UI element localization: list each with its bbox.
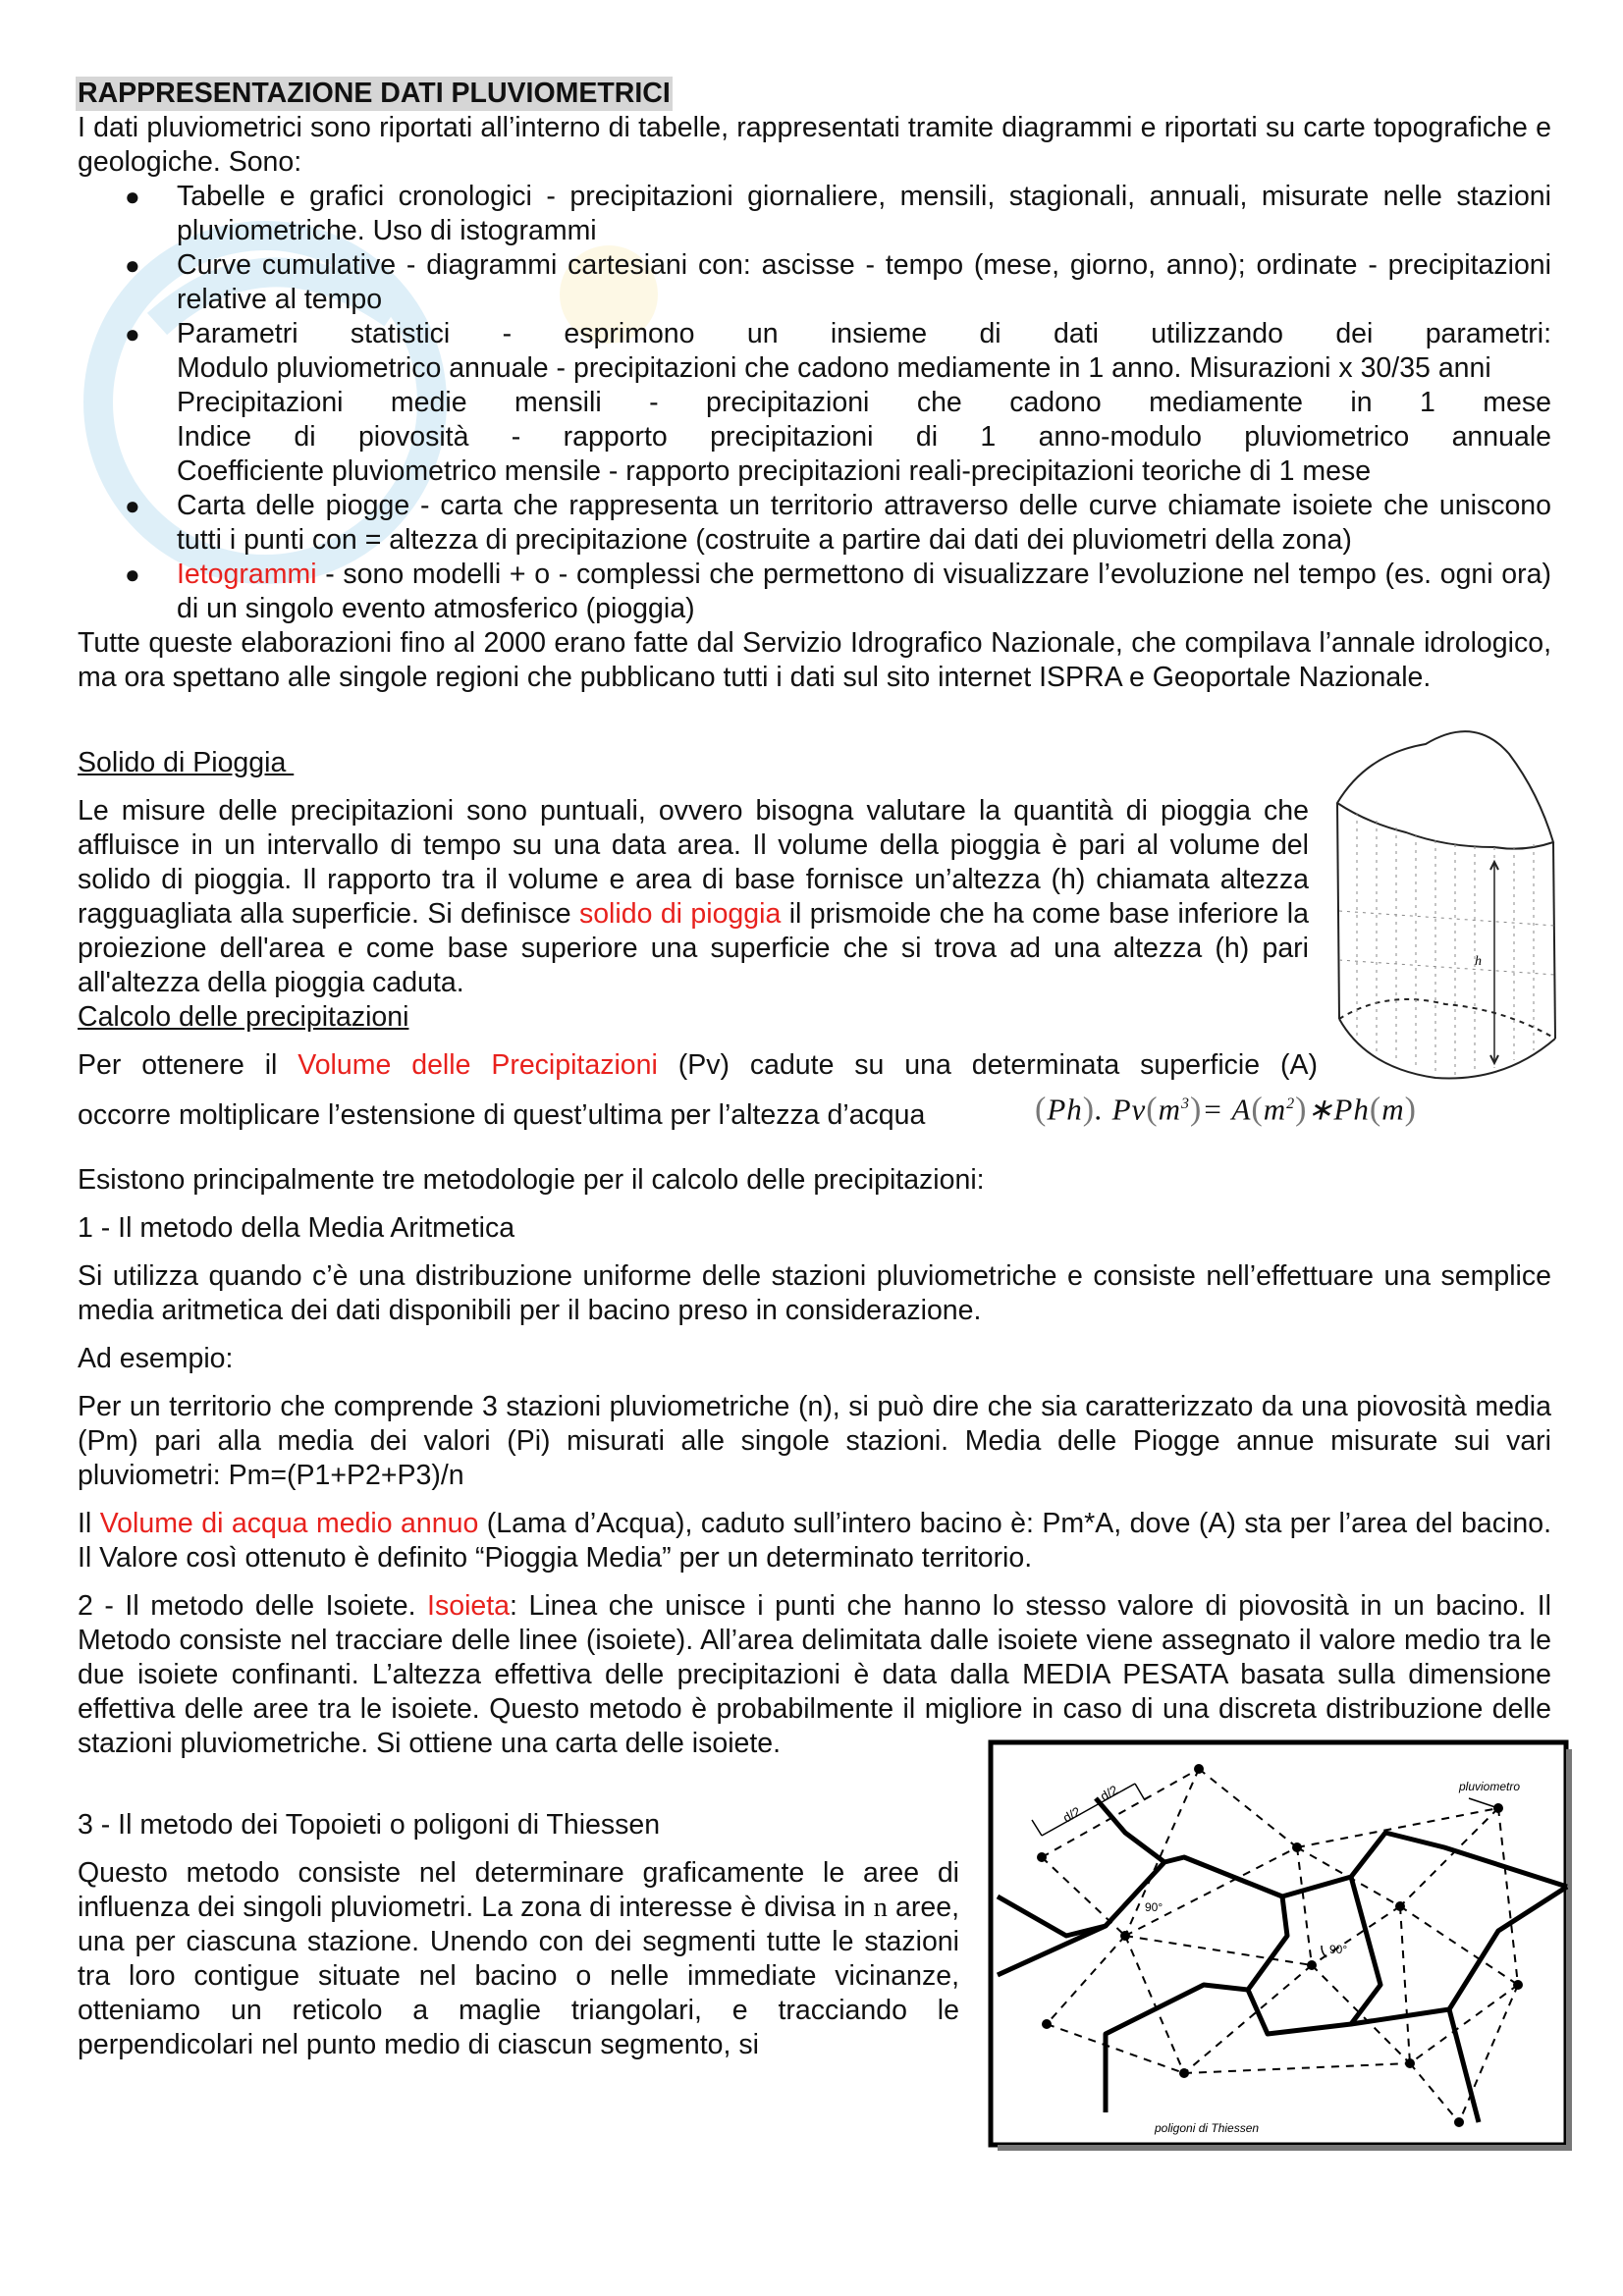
list-item: ● Carta delle piogge - carta che rappresenta un territorio attraverso delle curve chiamate isoiete che uniscono tutti i punti con = altezza di precipitazione (costruite a partire dai dati dei pluviometri della zona) <box>125 490 1551 556</box>
data-types-list <box>78 180 1551 626</box>
volume-formula: (Ph). $Pv(m^3)=$ $A(m^2)∗Ph(m)$ <box>1035 1091 1417 1128</box>
angle-label-2: 90° <box>1329 1943 1348 1956</box>
page-title: RAPPRESENTAZIONE DATI PLUVIOMETRICI <box>78 78 671 109</box>
thiessen-polygons-figure <box>988 1739 1573 2152</box>
method1-paragraph-1: Si utilizza quando c’è una distribuzione uniforme delle stazioni pluviometriche e consiste nell’effettuare una semplice media aritmetica dei dati disponibili per il bacino preso in considerazione. <box>78 1260 1551 1326</box>
list-item: ● Parametri statistici - esprimono un insieme di dati utilizzando dei parametri: Modulo pluviometrico annuale - precipitazioni che cadono mediamente in 1 anno. Misurazioni x 30/35 anni Precipitazioni medie mensili - precipitazioni che cadono mediamente in 1 mese Indice di piovosità - rapporto precipitazioni di 1 anno-modulo pluviometrico annuale Coefficiente pluviometrico mensile - rapporto precipitazioni reali-precipitazioni teoriche di 1 mese <box>125 318 1551 487</box>
method1-paragraph-4: Il Volume di acqua medio annuo (Lama d’Acqua), caduto sull’intero bacino è: Pm*A, dove (A) sta per l’area del bacino. Il Valore così ottenuto è definito “Pioggia Media” per un determinato territorio. <box>78 1508 1551 1574</box>
closing-paragraph: Tutte queste elaborazioni fino al 2000 erano fatte dal Servizio Idrografico Nazionale, che compilava l’annale idrologico, ma ora spettano alle singole regioni che pubblicano tutti i dati sul sito internet ISPRA e Geoportale Nazionale. <box>78 627 1551 693</box>
method1-paragraph-3: Per un territorio che comprende 3 stazioni pluviometriche (n), si può dire che sia caratterizzato da una piovosità media (Pm) pari alla media dei valori (Pi) misurati alle singole stazioni. Media delle Piogge annue misurate sui vari pluviometri: Pm=(P1+P2+P3)/n <box>78 1391 1551 1491</box>
method3-heading: 3 - Il metodo dei Topoieti o poligoni di Thiessen <box>78 1809 661 1841</box>
section-heading-calcolo: Calcolo delle precipitazioni <box>78 1001 409 1033</box>
calcolo-paragraph-2: occorre moltiplicare l’estensione di quest’ultima per l’altezza d’acqua <box>78 1099 926 1131</box>
angle-label-1: 90° <box>1145 1900 1163 1914</box>
rain-solid-figure <box>1327 715 1563 1088</box>
bullet-icon: ● <box>125 182 140 211</box>
intro-paragraph: I dati pluviometrici sono riportati all’interno di tabelle, rappresentati tramite diagrammi e riportati su carte topografiche e geologiche. Sono: <box>78 112 1551 178</box>
method3-paragraph: Questo metodo consiste nel determinare graficamente le aree di influenza dei singoli pluviometri. La zona di interesse è divisa in n aree, una per ciascuna stazione. Unendo con dei segmenti tutte le stazioni tra loro contigue situate nel bacino o nelle immediate vicinanze, otteniamo un reticolo a maglie triangolari, e tracciando le perpendicolari nel punto medio di ciascun segmento, si <box>78 1857 959 2060</box>
bullet-icon: ● <box>125 491 140 520</box>
list-item: ● Ietogrammi - sono modelli + o - complessi che permettono di visualizzare l’evoluzione nel tempo (es. ogni ora) di un singolo evento atmosferico (pioggia) <box>125 559 1551 624</box>
method1-heading: 1 - Il metodo della Media Aritmetica <box>78 1212 515 1244</box>
bullet-icon: ● <box>125 319 140 348</box>
method2-paragraph: 2 - Il metodo delle Isoiete. Isoieta: Linea che unisce i punti che hanno lo stesso valore di piovosità in un bacino. Il Metodo consiste nel tracciare delle linee (isoiete). All’area delimitata dalle isoiete viene assegnato il valore medio tra le due isoiete confinanti. L’altezza effettiva delle precipitazioni è data dalla MEDIA PESATA basata sulla dimensione effettiva delle aree tra le isoiete. Questo metodo è probabilmente il migliore in caso di una discreta distribuzione delle stazioni pluviometriche. Si ottiene una carta delle isoiete. <box>78 1590 1551 1759</box>
bullet-icon: ● <box>125 560 140 589</box>
solido-paragraph: Le misure delle precipitazioni sono puntuali, ovvero bisogna valutare la quantità di pioggia che affluisce in un intervallo di tempo su una data area. Il volume della pioggia è pari al volume del solido di pioggia. Il rapporto tra il volume e area di base fornisce un’altezza (h) chiamata altezza ragguagliata alla superficie. Si definisce solido di pioggia il prismoide che ha come base inferiore la proiezione dell'area e come base superiore una superficie che si trova ad una altezza (h) pari all'altezza della pioggia caduta. <box>78 795 1309 998</box>
figure-caption: poligoni di Thiessen <box>1155 2121 1260 2135</box>
bullet-icon: ● <box>125 250 140 280</box>
rain-gauge-label: pluviometro <box>1459 1780 1521 1793</box>
height-label: h <box>1475 954 1482 969</box>
distance-label-1: d/2 <box>1060 1803 1084 1826</box>
list-item: ● Curve cumulative - diagrammi cartesiani con: ascisse - tempo (mese, giorno, anno); ordinate - precipitazioni relative al tempo <box>125 249 1551 315</box>
section-heading-solido: Solido di Pioggia <box>78 747 295 778</box>
methods-intro: Esistono principalmente tre metodologie per il calcolo delle precipitazioni: <box>78 1164 985 1196</box>
calcolo-paragraph: Per ottenere il Volume delle Precipitazioni (Pv) cadute su una determinata superficie (A) <box>78 1049 1318 1081</box>
method1-paragraph-2: Ad esempio: <box>78 1343 234 1374</box>
list-item: ● Tabelle e grafici cronologici - precipitazioni giornaliere, mensili, stagionali, annuali, misurate nelle stazioni pluviometriche. Uso di istogrammi <box>125 181 1551 246</box>
distance-label-2: d/2 <box>1098 1782 1121 1804</box>
